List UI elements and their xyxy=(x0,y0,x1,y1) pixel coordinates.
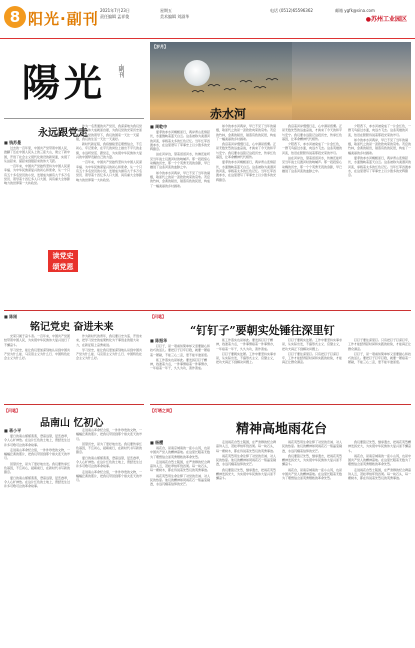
article5-title: 精神高地雨花台 xyxy=(236,422,328,437)
weekday: 星期五 xyxy=(160,8,172,13)
column-logo-sub: ·副刊 xyxy=(117,64,124,78)
article5-tag: 【灯塔之间】 xyxy=(150,408,174,413)
article2-col2: 作为新时代的青年，我们要以史为鉴、开创未来，把学习党史的成果转化为干事创业的强大动力，在新征程上奋勇前进。 学习党史，能让我们更加深刻地认识到中国共产党为什么能、马克思主义为什么行、中国特色社会主义为什么好。 xyxy=(76,334,143,361)
article4-title: 品南山 忆初心 xyxy=(40,418,104,429)
lead-article-byline: ■ 钱苏曼 xyxy=(4,140,22,145)
article3-col2: 抓工作落实也是如此。要发扬钉钉子精神，找准着力点，一件事情接着一件事情办，一年接着一年干，久久为功，善作善成。 钉钉子要朝实处锤。工作中要坚持实事求是，从实际出发，不搞形式主义、官僚主义，把功夫真正下到解决问题上。 xyxy=(216,338,277,365)
article5-col1: 雨花台，是南京城南的一座小山冈，也是中国共产党人的精神高地。在这里长眠着无数为了理想信念而英勇牺牲的革命先烈。 走进雨花台烈士陵园，庄严肃穆的纪念碑高耸入云，苍松翠柏环绕四周。每一块石头，每一棵树木，都在诉说着先烈们的英勇事迹。 雨花英烈用生命诠释了对党的忠诚、对人民的热爱。他们的精神如同雨花石一般晶莹剔透，永远闪耀着信仰的光芒。 xyxy=(150,446,211,487)
date: 2021年7月23日 xyxy=(100,8,130,13)
lead-article-body-col1: 过去的一百年里，中国共产党带领中国人民，推翻了压在中国人民头上的三座大山，建立了新中国，开创了社会主义现代化建设的新局面，实现了从站起来、富起来到强起来的伟大飞跃。 一百年来，中国共产党始终坚持为中国人民谋幸福、为中华民族谋复兴的初心和使命，从一个只有五十多名党员的小党，发展成为拥有九千多万名党员、领导着十四亿多人口大国、具有重大全球影响力的世界第一大执政党。 xyxy=(4,146,71,186)
photo-tag: 【岁月】 xyxy=(152,44,168,49)
page-number: 8 xyxy=(4,6,26,28)
divider-3 xyxy=(150,404,411,405)
article5-col4: 我们要铭记先烈，继承遗志，把雨花英烈精神发扬光大，为实现中华民族伟大复兴而不懈奋斗。 雨花台，是南京城南的一座小山冈，也是中国共产党人的精神高地。在这里长眠着无数为了理想信念而英勇牺牲的革命先烈。 走进雨花台烈士陵园，庄严肃穆的纪念碑高耸入云，苍松翠柏环绕四周。每一块石头，每一棵树木，都在诉说着先烈们的英勇事迹。 xyxy=(348,440,411,481)
article3-tag: 【闪笔】 xyxy=(150,314,166,319)
river-article-byline: ■ 周乾中 xyxy=(150,124,168,129)
divider-2 xyxy=(4,404,144,405)
river-article-col3: 我沿着河岸慢慢行走，心中满是感慨。正是无数先烈的浴血奋战，才换来了今天的和平与安宁。我们要永远铭记这段历史，传承红色基因，让革命精神代代相传。 夕阳西下，赤水河被染成了一片金红色，一群飞鸟掠过水面，向远方飞去。这条英雄的河流，依旧在默默诉说着那段光荣的岁月。 站在河岸边，望着滔滔河水，仿佛还能听见当年战士们渡河时的呐喊声。那一段段惊心动魄的历史，那一个个英勇无畏的身影，早已融进了这条河流的血脉之中。 xyxy=(282,124,343,173)
article4-byline: ■ 蒋小平 xyxy=(4,428,22,433)
photo-caption: 赤水河 xyxy=(210,107,247,121)
article4-tag: 【闪笔】 xyxy=(4,408,20,413)
article5-byline: ■ 杨樱 xyxy=(150,440,164,445)
article2-byline: ■ 陈刚 xyxy=(4,314,18,319)
editor: 责任编辑 孟祥俊 xyxy=(100,14,130,19)
article3-title: “钉钉子”要朝实处锤往深里钉 xyxy=(190,324,335,337)
phone: 电话 (0512)65596362 xyxy=(270,8,313,13)
article2-col1: 光荣只属于奋斗者。一百年来，中国共产党团结带领中国人民，为实现中华民族伟大复兴进行了不懈奋斗。 学习党史，能让我们更加深刻地认识到中国共产党为什么能、马克思主义为什么行、中国特色社会主义为什么好。 xyxy=(4,334,71,361)
river-article-col2: 如今的赤水河两岸，早已不见了当年的硝烟，取而代之的是一派欣欣向荣的景象。茂密的竹林，金黄的稻田，错落有致的民居，构成了一幅美丽的乡村画卷。 我沿着河岸慢慢行走，心中满是感慨。正是无数先烈的浴血奋战，才换来了今天的和平与安宁。我们要永远铭记这段历史，传承红色基因，让革命精神代代相传。 夏季的赤水河蜿蜒而行，两岸青山连绵起伏，水面倒映着蓝天白云。这条被称为美酒河的河流，承载着太多的红色记忆。当年红军四渡赤水，在这里谱写了军事史上以少胜多的光辉篇章。 xyxy=(216,124,277,182)
park-logo: ●苏州工业园区 xyxy=(365,16,407,23)
photo-right-part xyxy=(292,42,411,120)
river-article-col4: 夕阳西下，赤水河被染成了一片金红色，一群飞鸟掠过水面，向远方飞去。这条英雄的河流，依旧在默默诉说着那段光荣的岁月。 如今的赤水河两岸，早已不见了当年的硝烟，取而代之的是一派欣欣向荣的景象。茂密的竹林，金黄的稻田，错落有致的民居，构成了一幅美丽的乡村画卷。 夏季的赤水河蜿蜒而行，两岸青山连绵起伏，水面倒映着蓝天白云。这条被称为美酒河的河流，承载着太多的红色记忆。当年红军四渡赤水，在这里谱写了军事史上以少胜多的光辉篇章。 xyxy=(348,124,411,178)
article2-title: 铭记党史 奋进未来 xyxy=(30,322,114,333)
article3-col3: 钉钉子要朝实处锤。工作中要坚持实事求是，从实际出发，不搞形式主义、官僚主义，把功夫真正下到解决问题上。 钉钉子要往深里钉。只有把钉子钉深钉牢，工作才能经得起时间和实践的检验，才能真正让群众满意。 xyxy=(282,338,343,365)
river-article-col1: 夏季的赤水河蜿蜒而行，两岸青山连绵起伏，水面倒映着蓝天白云。这条被称为美酒河的河流，承载着太多的红色记忆。当年红军四渡赤水，在这里谱写了军事史上以少胜多的光辉篇章。 站在河岸边，望着滔滔河水，仿佛还能听见当年战士们渡河时的呐喊声。那一段段惊心动魄的历史，那一个个英勇无畏的身影，早已融进了这条河流的血脉之中。 如今的赤水河两岸，早已不见了当年的硝烟，取而代之的是一派欣欣向荣的景象。茂密的竹林，金黄的稻田，错落有致的民居，构成了一幅美丽的乡村画卷。 xyxy=(150,130,211,188)
article5-col2: 走进雨花台烈士陵园，庄严肃穆的纪念碑高耸入云，苍松翠柏环绕四周。每一块石头，每一棵树木，都在诉说着先烈们的英勇事迹。 雨花英烈用生命诠释了对党的忠诚、对人民的热爱。他们的精神如同雨花石一般晶莹剔透，永远闪耀着信仰的光芒。 我们要铭记先烈，继承遗志，把雨花英烈精神发扬光大，为实现中华民族伟大复兴而不懈奋斗。 xyxy=(216,440,277,481)
article3-byline: ■ 陈振华 xyxy=(150,338,168,343)
divider-1 xyxy=(4,310,411,311)
designer: 美术编辑 刘淑华 xyxy=(160,14,190,19)
lead-article-title: 永远跟党走 xyxy=(38,128,88,139)
article3-col4: 钉钉子要往深里钉。只有把钉子钉深钉牢，工作才能经得起时间和实践的检验，才能真正让群众满意。 钉钉子，是一项看似简单却又需要耐心和技巧的活儿。要把钉子钉牢钉稳，就要一锤接着一锤敲，不能三心二意，更不能半途而废。 xyxy=(348,338,411,365)
flying-birds-icon xyxy=(190,72,280,102)
lead-article-body-col2: 作为一名普通的共产党员，我深深地为我们党所取得的伟大成就而自豪，为我们党的光荣历史而骄傲。在党的领导下，我们的国家一天比一天富强，我们的生活一天比一天美好。 新时代新征程，我将继续坚定理想信念，不忘初心、牢记使命，在平凡的岗位上做出不平凡的业绩，永远听党话、跟党走，为实现中华民族伟大复兴的中国梦贡献自己的力量。 一百年来，中国共产党始终坚持为中国人民谋幸福、为中华民族谋复兴的初心和使命，从一个只有五十多名党员的小党，发展成为拥有九千多万名党员、领导着十四亿多人口大国、具有重大全球影响力的世界第一大执政党。 xyxy=(76,124,143,182)
column-logo-block xyxy=(4,42,144,119)
email: 邮箱 ygfk@sina.com xyxy=(335,8,375,13)
article4-col2: 走进南山革命纪念馆，一件件珍贵的文物，一幅幅泛黄的照片，把我们带回到那个烽火连天的岁月。 回望历史，是为了更好地出发。我们要传承红色基因，不忘初心，砥砺前行，在新时代书写新的篇章。 夏日的南山郁郁葱葱，登高远望，层峦叠翠，令人心旷神怡。在这片红色的土地上，曾经发生过许多可歌可泣的革命故事。 走进南山革命纪念馆，一件件珍贵的文物，一幅幅泛黄的照片，把我们带回到那个烽火连天的岁月。 xyxy=(76,428,143,483)
article5-col3: 雨花英烈用生命诠释了对党的忠诚、对人民的热爱。他们的精神如同雨花石一般晶莹剔透，永远闪耀着信仰的光芒。 我们要铭记先烈，继承遗志，把雨花英烈精神发扬光大，为实现中华民族伟大复兴而不懈奋斗。 雨花台，是南京城南的一座小山冈，也是中国共产党人的精神高地。在这里长眠着无数为了理想信念而英勇牺牲的革命先烈。 xyxy=(282,440,343,481)
party-history-stamp: 读党史 颂党恩 xyxy=(48,250,78,272)
article4-col1: 夏日的南山郁郁葱葱，登高远望，层峦叠翠，令人心旷神怡。在这片红色的土地上，曾经发生过许多可歌可泣的革命故事。 走进南山革命纪念馆，一件件珍贵的文物，一幅幅泛黄的照片，把我们带回到那个烽火连天的岁月。 回望历史，是为了更好地出发。我们要传承红色基因，不忘初心，砥砺前行，在新时代书写新的篇章。 夏日的南山郁郁葱葱，登高远望，层峦叠翠，令人心旷神怡。在这片红色的土地上，曾经发生过许多可歌可泣的革命故事。 xyxy=(4,434,71,489)
article3-col1: 钉钉子，是一项看似简单却又需要耐心和技巧的活儿。要把钉子钉牢钉稳，就要一锤接着一锤敲，不能三心二意，更不能半途而废。 抓工作落实也是如此。要发扬钉钉子精神，找准着力点，一件事情接着一件事情办，一年接着一年干，久久为功，善作善成。 xyxy=(150,344,211,371)
channel-title: 阳光·副刊 xyxy=(28,10,99,28)
column-logo: 陽光 xyxy=(22,60,107,105)
